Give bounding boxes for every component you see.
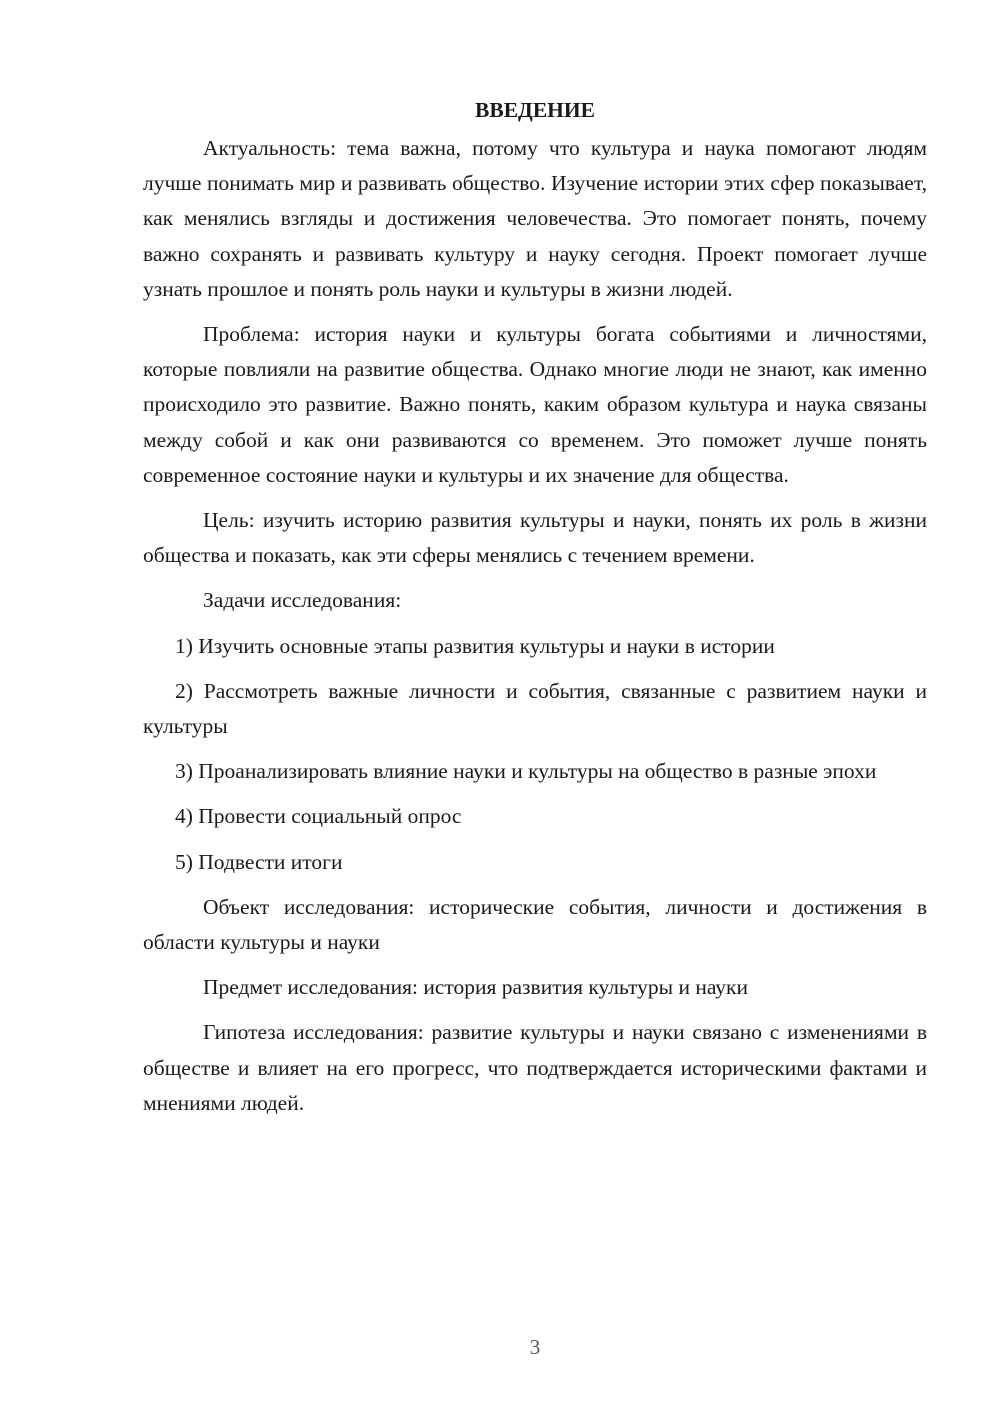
object-paragraph: Объект исследования: исторические события, личности и достижения в области культуры и науки xyxy=(143,894,927,955)
task-item-5: 5) Подвести итоги xyxy=(175,849,343,874)
task-item-2: 2) Рассмотреть важные личности и события, связанные с развитием науки и культуры xyxy=(143,678,927,739)
tasks-heading: Задачи исследования: xyxy=(203,588,402,613)
page-number: 3 xyxy=(529,1335,541,1359)
problem-paragraph: Проблема: история науки и культуры богата событиями и личностями, которые повлияли на развитие общества. Однако многие люди не знают, как именно происходило это развитие. Важно понять, каким образом культура и наука связаны между собой и как они развиваются со временем. Это поможет лучше понять современное состояние науки и культуры и их значение для общества. xyxy=(143,322,927,487)
task-item-3: 3) Проанализировать влияние науки и культуры на общество в разные эпохи xyxy=(175,759,877,784)
hypothesis-paragraph: Гипотеза исследования: развитие культуры и науки связано с изменениями в обществе и влияет на его прогресс, что подтверждается историческими фактами и мнениями людей. xyxy=(143,1020,927,1115)
relevance-paragraph: Актуальность: тема важна, потому что культура и наука помогают людям лучше понимать мир и развивать общество. Изучение истории этих сфер показывает, как менялись взгляды и достижения человечества. Это помогает понять, почему важно сохранять и развивать культуру и науку сегодня. Проект помогает лучше узнать прошлое и понять роль науки и культуры в жизни людей. xyxy=(143,136,927,301)
task-item-1: 1) Изучить основные этапы развития культуры и науки в истории xyxy=(175,633,775,658)
section-title: ВВЕДЕНИЕ xyxy=(475,98,595,122)
task-item-4: 4) Провести социальный опрос xyxy=(175,804,462,829)
goal-paragraph: Цель: изучить историю развития культуры и науки, понять их роль в жизни общества и показать, как эти сферы менялись с течением времени. xyxy=(143,508,927,568)
subject-paragraph: Предмет исследования: история развития культуры и науки xyxy=(203,975,748,1000)
document-page xyxy=(143,92,927,1131)
